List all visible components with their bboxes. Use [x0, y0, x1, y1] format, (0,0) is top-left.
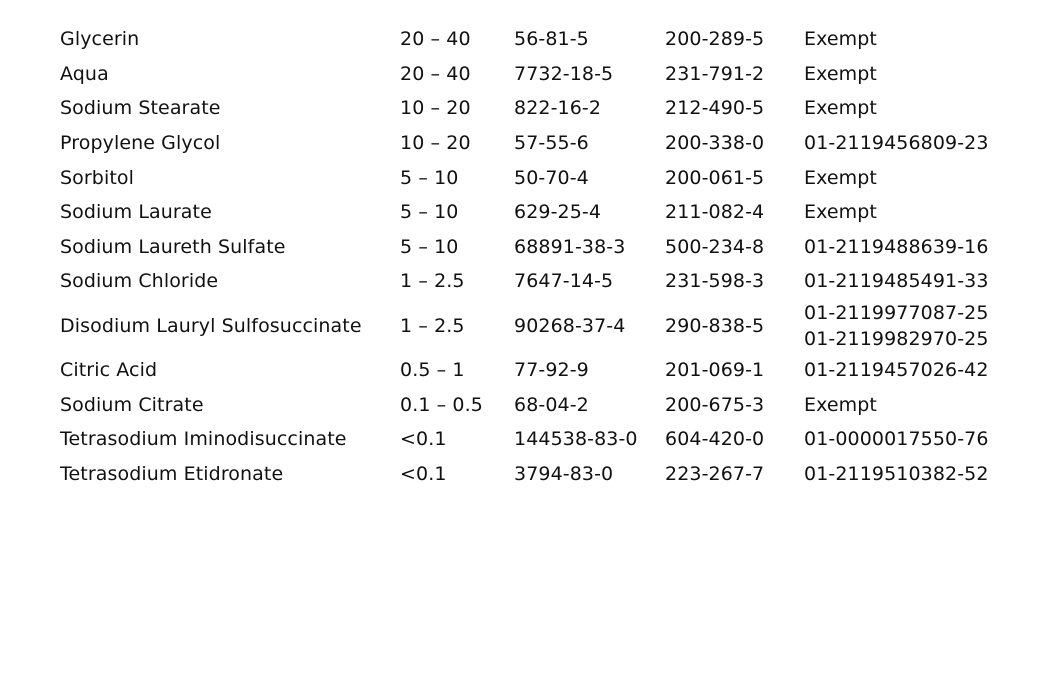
- cas-number-cell: 68891-38-3: [514, 235, 626, 258]
- concentration-range-cell: 5 – 10: [400, 166, 459, 189]
- reach-registration-cell: [804, 234, 1040, 260]
- ec-number-cell: 500-234-8: [665, 235, 765, 258]
- reach-registration-value: 01-2119488639-16: [804, 235, 989, 258]
- concentration-range-cell: <0.1: [400, 462, 447, 485]
- reach-registration-cell: [804, 130, 1040, 156]
- table-row: [60, 264, 1040, 299]
- reach-registration-cell: [804, 426, 1040, 452]
- concentration-range-cell: <0.1: [400, 428, 447, 451]
- ingredient-name-cell: Disodium Lauryl Sulfosuccinate: [60, 314, 362, 337]
- table-row: [60, 422, 1040, 457]
- concentration-range-cell: 0.1 – 0.5: [400, 393, 483, 416]
- cas-number-cell: 7732-18-5: [514, 62, 614, 85]
- ec-number-cell: 212-490-5: [665, 97, 765, 120]
- reach-registration-cell: [804, 95, 1040, 121]
- concentration-range-cell: 5 – 10: [400, 201, 459, 224]
- table-row: [60, 57, 1040, 92]
- table-row: [60, 457, 1040, 492]
- reach-registration-cell: [804, 392, 1040, 418]
- concentration-range-cell: 20 – 40: [400, 62, 471, 85]
- reach-registration-value: 01-2119982970-25: [804, 327, 989, 350]
- reach-registration-cell: [804, 300, 1040, 352]
- table-row: [60, 126, 1040, 161]
- reach-registration-cell: [804, 461, 1040, 487]
- concentration-range-cell: 0.5 – 1: [400, 359, 465, 382]
- ingredient-name-cell: Tetrasodium Iminodisuccinate: [60, 428, 347, 451]
- cas-number-cell: 822-16-2: [514, 97, 602, 120]
- reach-registration-value: Exempt: [804, 97, 877, 120]
- cas-number-cell: 629-25-4: [514, 201, 602, 224]
- cas-number-cell: 144538-83-0: [514, 428, 638, 451]
- cas-number-cell: 57-55-6: [514, 132, 589, 155]
- ec-number-cell: 200-338-0: [665, 132, 765, 155]
- ingredients-table: [60, 22, 1040, 491]
- table-row: [60, 91, 1040, 126]
- reach-registration-value: Exempt: [804, 62, 877, 85]
- ec-number-cell: 200-061-5: [665, 166, 765, 189]
- reach-registration-value: Exempt: [804, 166, 877, 189]
- cas-number-cell: 68-04-2: [514, 393, 589, 416]
- concentration-range-cell: 10 – 20: [400, 97, 471, 120]
- concentration-range-cell: 5 – 10: [400, 235, 459, 258]
- ingredient-name-cell: Sodium Stearate: [60, 97, 221, 120]
- ingredient-name-cell: Citric Acid: [60, 359, 158, 382]
- ec-number-cell: 223-267-7: [665, 462, 765, 485]
- cas-number-cell: 90268-37-4: [514, 314, 626, 337]
- concentration-range-cell: 1 – 2.5: [400, 314, 465, 337]
- ec-number-cell: 201-069-1: [665, 359, 765, 382]
- table-row: [60, 195, 1040, 230]
- ingredient-name-cell: Tetrasodium Etidronate: [60, 462, 284, 485]
- reach-registration-cell: [804, 199, 1040, 225]
- reach-registration-value: 01-2119457026-42: [804, 359, 989, 382]
- ingredient-name-cell: Sodium Chloride: [60, 270, 219, 293]
- table-row: [60, 22, 1040, 57]
- reach-registration-cell: [804, 357, 1040, 383]
- reach-registration-value: 01-2119510382-52: [804, 462, 989, 485]
- ingredient-name-cell: Sorbitol: [60, 166, 134, 189]
- ec-number-cell: 200-675-3: [665, 393, 765, 416]
- reach-registration-value: Exempt: [804, 201, 877, 224]
- reach-registration-cell: [804, 165, 1040, 191]
- reach-registration-value: 01-2119977087-25: [804, 301, 989, 324]
- ingredient-name-cell: Glycerin: [60, 28, 140, 51]
- reach-registration-value: 01-0000017550-76: [804, 428, 989, 451]
- reach-registration-value: 01-2119485491-33: [804, 270, 989, 293]
- concentration-range-cell: 10 – 20: [400, 132, 471, 155]
- concentration-range-cell: 20 – 40: [400, 28, 471, 51]
- cas-number-cell: 50-70-4: [514, 166, 589, 189]
- ingredient-name-cell: Aqua: [60, 62, 109, 85]
- table-row: [60, 353, 1040, 388]
- concentration-range-cell: 1 – 2.5: [400, 270, 465, 293]
- reach-registration-value: Exempt: [804, 393, 877, 416]
- ec-number-cell: 290-838-5: [665, 314, 765, 337]
- reach-registration-cell: [804, 26, 1040, 52]
- reach-registration-value: Exempt: [804, 28, 877, 51]
- cas-number-cell: 3794-83-0: [514, 462, 614, 485]
- ec-number-cell: 231-791-2: [665, 62, 765, 85]
- ingredient-name-cell: Sodium Citrate: [60, 393, 204, 416]
- reach-registration-cell: [804, 268, 1040, 294]
- ec-number-cell: 200-289-5: [665, 28, 765, 51]
- table-row: [60, 230, 1040, 265]
- table-row: [60, 160, 1040, 195]
- ingredient-name-cell: Sodium Laureth Sulfate: [60, 235, 286, 258]
- cas-number-cell: 7647-14-5: [514, 270, 614, 293]
- ec-number-cell: 604-420-0: [665, 428, 765, 451]
- reach-registration-value: 01-2119456809-23: [804, 132, 989, 155]
- cas-number-cell: 77-92-9: [514, 359, 589, 382]
- ingredient-name-cell: Sodium Laurate: [60, 201, 212, 224]
- reach-registration-cell: [804, 61, 1040, 87]
- table-row: [60, 299, 1040, 353]
- ingredient-name-cell: Propylene Glycol: [60, 132, 221, 155]
- cas-number-cell: 56-81-5: [514, 28, 589, 51]
- ec-number-cell: 211-082-4: [665, 201, 765, 224]
- table-row: [60, 387, 1040, 422]
- ec-number-cell: 231-598-3: [665, 270, 765, 293]
